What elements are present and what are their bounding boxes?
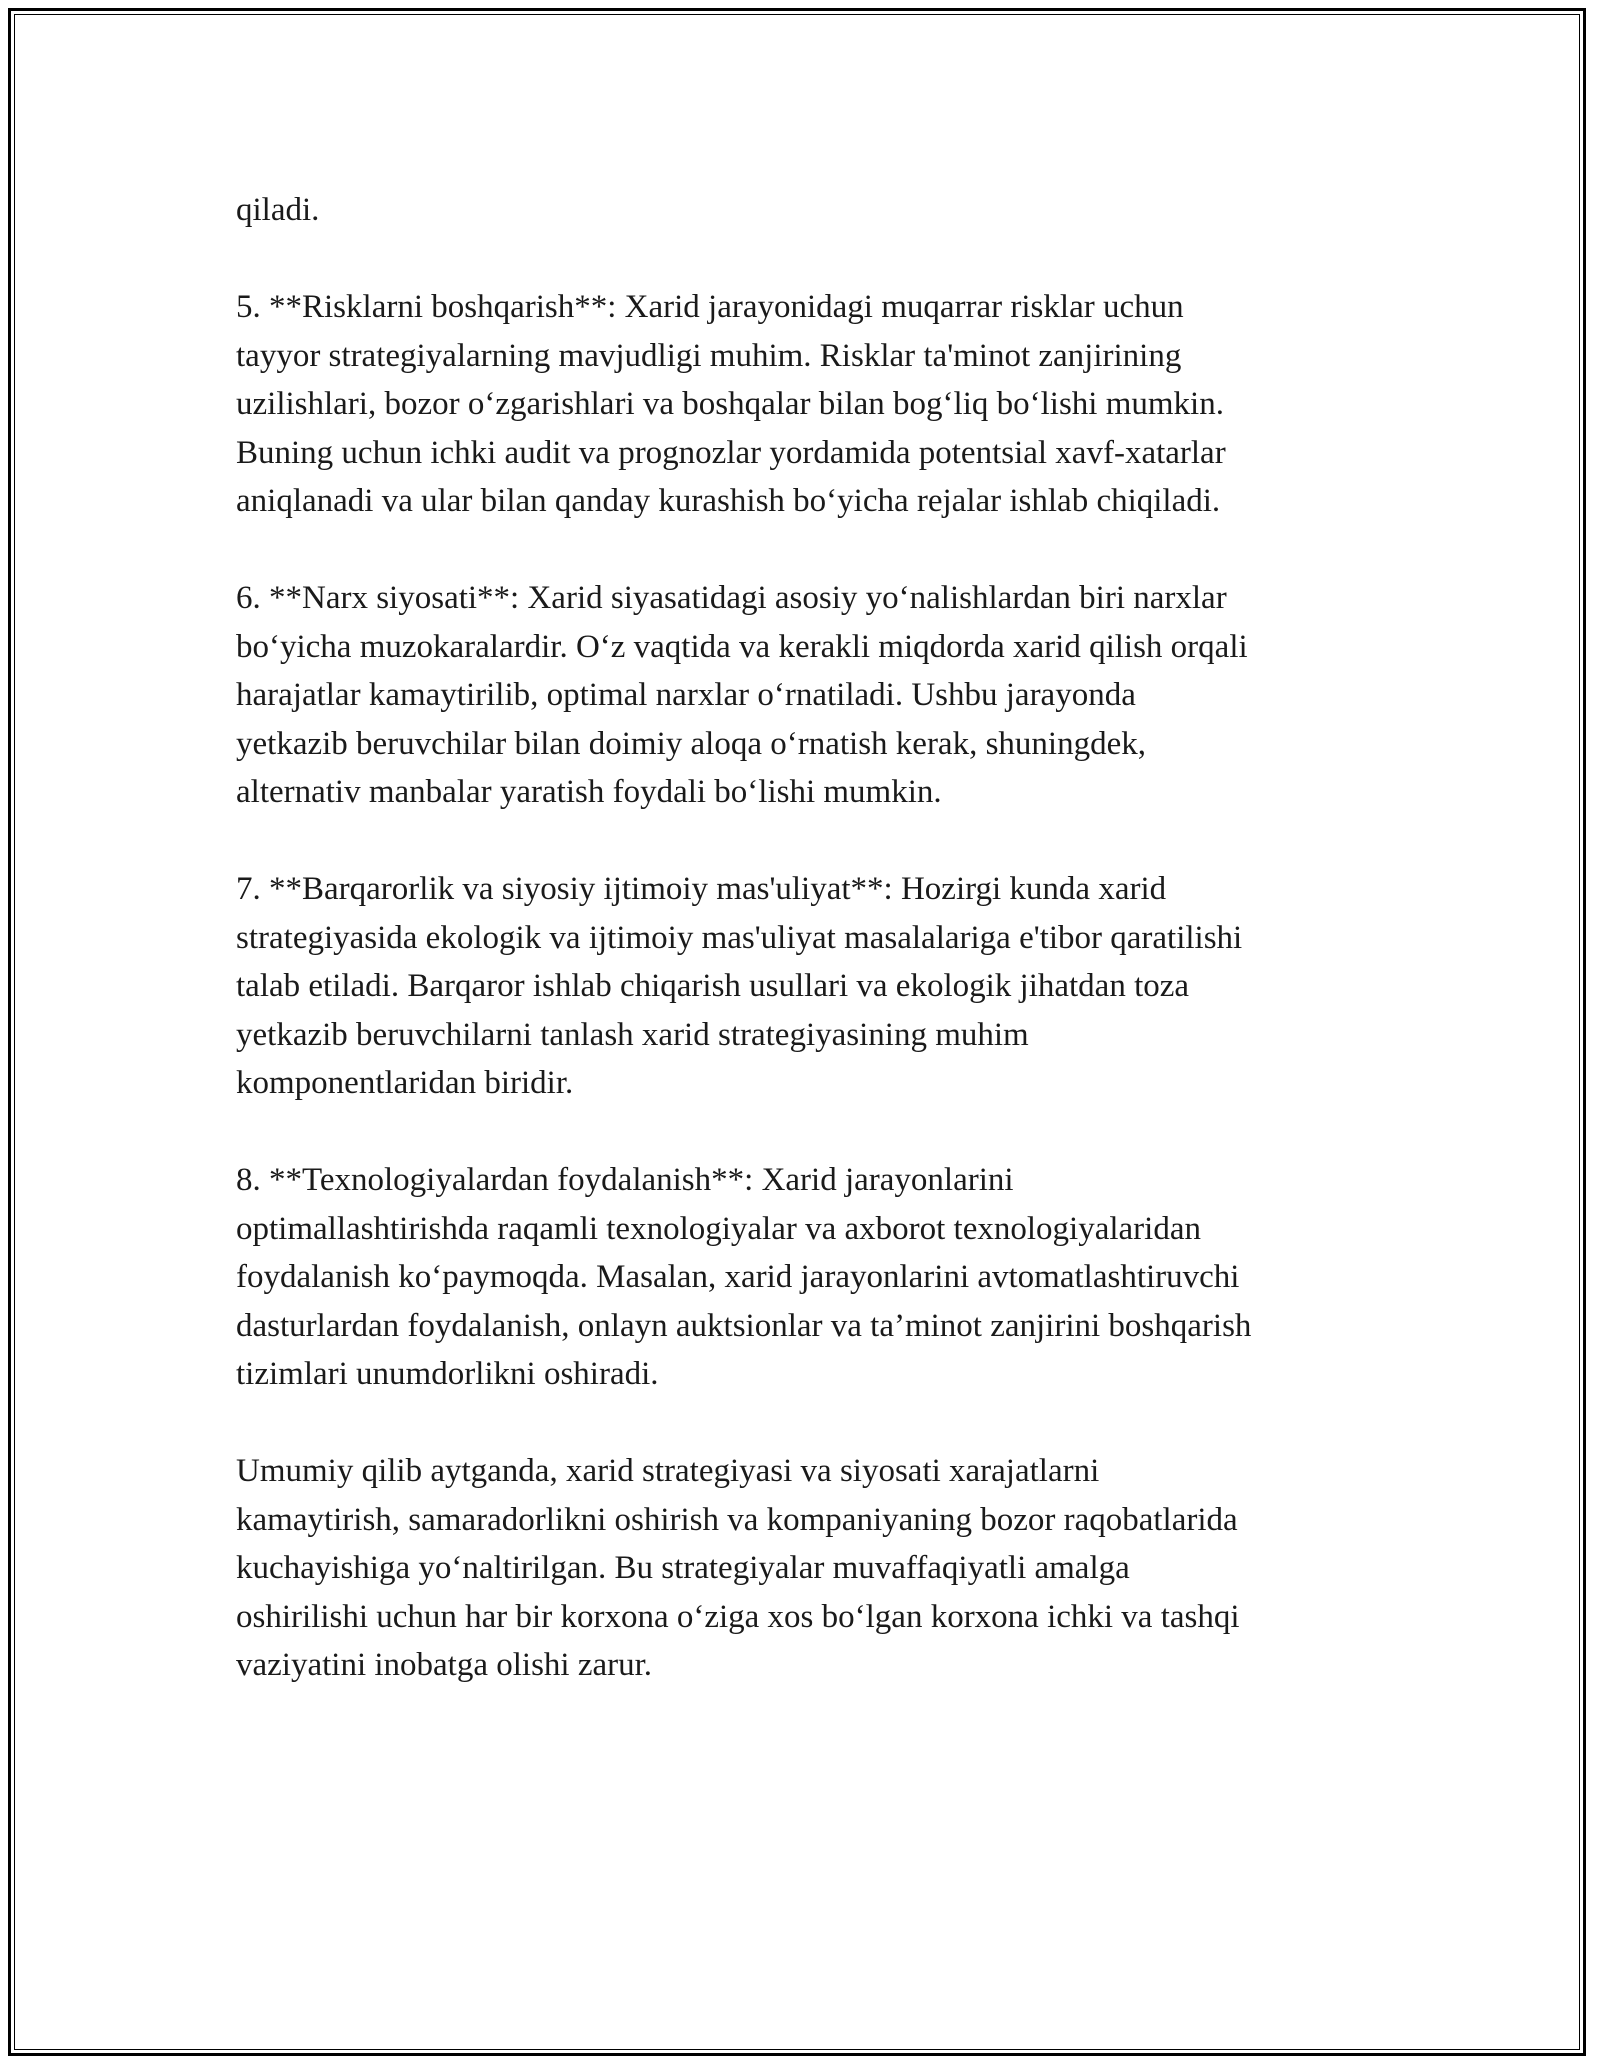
paragraph-continuation: [236, 186, 1376, 235]
text-line: alternativ manbalar yaratish foydali bo‘lishi mumkin.: [236, 774, 942, 810]
text-line: yetkazib beruvchilar bilan doimiy aloqa o‘rnatish kerak, shuningdek,: [236, 725, 1146, 762]
text-line: 7. **Barqarorlik va siyosiy ijtimoiy mas'uliyat**: Hozirgi kunda xarid: [236, 871, 1167, 907]
text-line: strategiyasida ekologik va ijtimoiy mas'uliyat masalalariga e'tibor qaratilishi: [236, 919, 1243, 956]
text-line: foydalanish ko‘paymoqda. Masalan, xarid jarayonlarini avtomatlashtiruvchi: [236, 1259, 1240, 1295]
paragraph-conclusion: [236, 1447, 1376, 1690]
text-line: 6. **Narx siyosati**: Xarid siyasatidagi asosiy yo‘nalishlardan biri narxlar: [236, 580, 1227, 616]
text-line: vaziyatini inobatga olishi zarur.: [236, 1647, 653, 1683]
text-line: harajatlar kamaytirilib, optimal narxlar o‘rnatiladi. Ushbu jarayonda: [236, 677, 1136, 713]
text-line: tizimlari unumdorlikni oshiradi.: [236, 1356, 659, 1392]
text-line: oshirilishi uchun har bir korxona o‘ziga xos bo‘lgan korxona ichki va tashqi: [236, 1598, 1240, 1635]
paragraph-technology: [236, 1156, 1376, 1399]
paragraph-price-policy: [236, 574, 1376, 817]
text-line: 5. **Risklarni boshqarish**: Xarid jarayonidagi muqarrar risklar uchun: [236, 289, 1184, 325]
text-line: aniqlanadi va ular bilan qanday kurashish bo‘yicha rejalar ishlab chiqiladi.: [236, 483, 1221, 519]
text-line: Umumiy qilib aytganda, xarid strategiyasi va siyosati xarajatlarni: [236, 1453, 1100, 1489]
text-line: talab etiladi. Barqaror ishlab chiqarish usullari va ekologik jihatdan toza: [236, 968, 1190, 1004]
text-line: bo‘yicha muzokaralardir. O‘z vaqtida va kerakli miqdorda xarid qilish orqali: [236, 628, 1248, 665]
text-line: 8. **Texnologiyalardan foydalanish**: Xarid jarayonlarini: [236, 1162, 1014, 1198]
text-line: qiladi.: [236, 192, 320, 228]
text-line: yetkazib beruvchilarni tanlash xarid strategiyasining muhim: [236, 1016, 1029, 1053]
text-line: kuchayishiga yo‘naltirilgan. Bu strategiyalar muvaffaqiyatli amalga: [236, 1550, 1130, 1586]
text-line: tayyor strategiyalarning mavjudligi muhim. Risklar ta'minot zanjirining: [236, 337, 1182, 374]
text-line: komponentlaridan biridir.: [236, 1065, 574, 1101]
text-line: dasturlardan foydalanish, onlayn auktsionlar va ta’minot zanjirini boshqarish: [236, 1307, 1252, 1344]
text-line: uzilishlari, bozor o‘zgarishlari va boshqalar bilan bog‘liq bo‘lishi mumkin.: [236, 386, 1224, 422]
text-line: kamaytirish, samaradorlikni oshirish va kompaniyaning bozor raqobatlarida: [236, 1501, 1238, 1538]
text-line: Buning uchun ichki audit va prognozlar yordamida potentsial xavf-xatarlar: [236, 434, 1226, 471]
text-line: optimallashtirishda raqamli texnologiyalar va axborot texnologiyalaridan: [236, 1210, 1201, 1247]
paragraph-sustainability: [236, 865, 1376, 1108]
document-body: [236, 186, 1376, 1738]
paragraph-risk-management: [236, 283, 1376, 526]
